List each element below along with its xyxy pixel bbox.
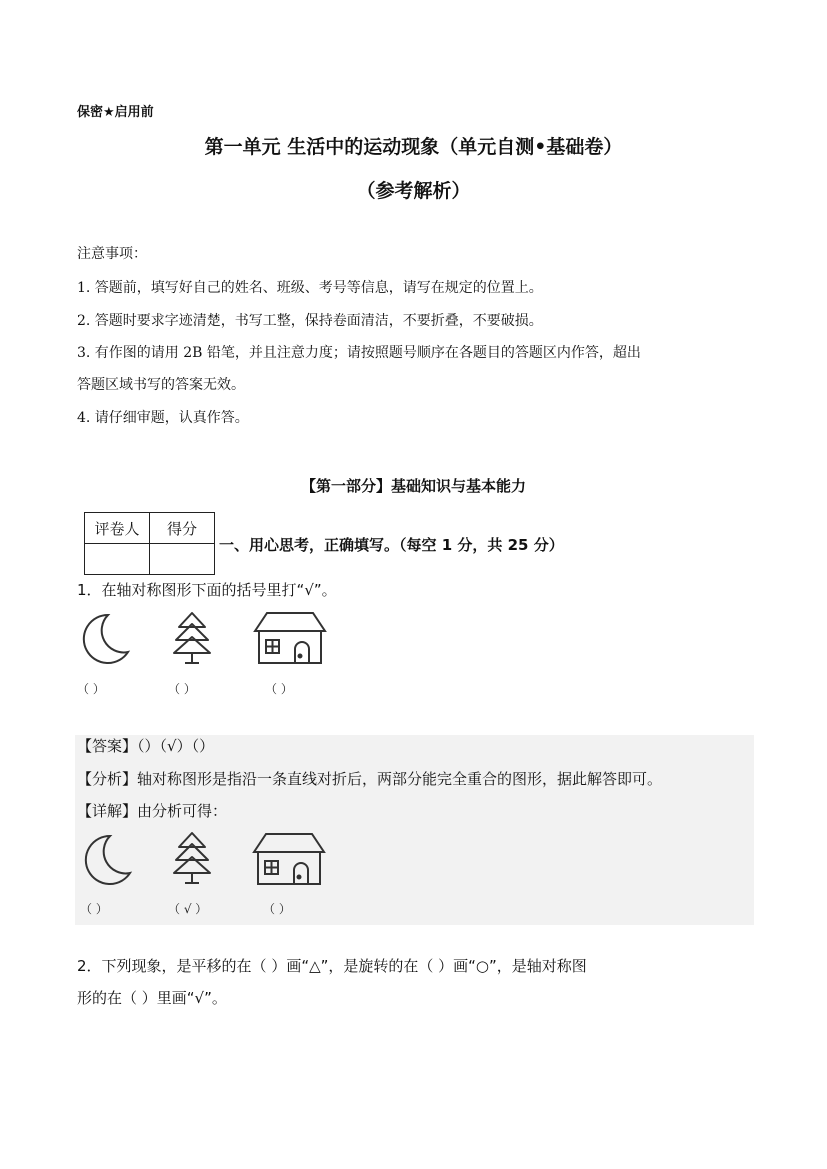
detail-line [77,800,227,822]
answer-text: （）（√）（） [137,737,215,755]
answer-label: 【答案】 [77,737,138,755]
detail-text: 由分析可得： [137,802,228,820]
house-icon [252,832,326,886]
question-1: 1．在轴对称图形下面的括号里打“√”。 [77,581,337,599]
analysis-line [77,768,662,790]
section-title: 一、用心思考，正确填写。（每空 1 分，共 25 分） [219,536,564,554]
confidential-label: 保密★启用前 [77,105,154,120]
notice-item: 3. 有作图的请用 2B 铅笔，并且注意力度；请按照题号顺序在各题目的答题区内作答，超出 [77,345,641,361]
page-title: 第一单元 生活中的运动现象（单元自测•基础卷） [204,136,623,158]
notice-item: 答题区域书写的答案无效。 [77,377,245,393]
answer-line [77,735,214,757]
score-header: 得分 [150,513,215,544]
tree-icon [170,611,214,665]
notice-heading: 注意事项： [77,246,147,262]
answer-blank-checked: （ √ ） [168,902,208,916]
moon-icon [78,612,130,664]
score-table [84,512,215,575]
notice-item: 1. 答题前，填写好自己的姓名、班级、考号等信息，请写在规定的位置上。 [77,280,543,296]
analysis-text: 轴对称图形是指沿一条直线对折后，两部分能完全重合的图形，据此解答即可。 [137,770,663,788]
answer-blank[interactable]: （ ） [168,682,196,696]
answer-blank[interactable]: （ ） [265,682,293,696]
reviewer-cell[interactable] [85,544,150,575]
answer-blank: （ ） [80,902,108,916]
moon-icon [80,833,132,885]
answer-blank[interactable]: （ ） [77,682,105,696]
notice-item: 4. 请仔细审题，认真作答。 [77,410,249,426]
answer-box [75,735,754,925]
page-subtitle: （参考解析） [356,180,471,202]
answer-blank: （ ） [263,902,291,916]
question-2-cont: 形的在（ ）里画“√”。 [77,989,227,1007]
detail-label: 【详解】 [77,802,138,820]
score-cell[interactable] [150,544,215,575]
notice-item: 2. 答题时要求字迹清楚，书写工整，保持卷面清洁，不要折叠，不要破损。 [77,313,543,329]
tree-icon [170,831,214,885]
reviewer-header: 评卷人 [85,513,150,544]
question-2: 2．下列现象，是平移的在（ ）画“△”，是旋转的在（ ）画“○”，是轴对称图 [77,957,587,975]
part-title: 【第一部分】基础知识与基本能力 [300,477,526,495]
house-icon [253,611,327,665]
analysis-label: 【分析】 [77,770,138,788]
